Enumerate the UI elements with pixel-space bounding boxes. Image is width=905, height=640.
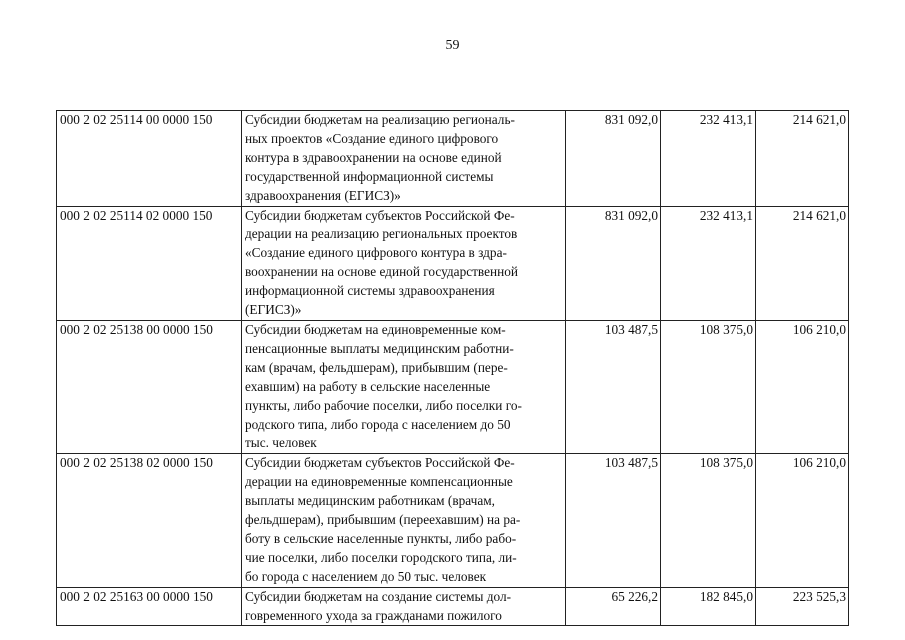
name-line: фельдшерам), прибывшим (переехавшим) на ра- [245,512,521,528]
name-line: бо города с населением до 50 тыс. человек [245,568,487,584]
amount-cell: 214 621,0 [756,206,849,320]
budget-code: 000 2 02 25114 00 0000 150 [57,111,242,207]
table-row [57,111,849,207]
budget-item-name [242,454,566,587]
amount-cell: 108 375,0 [661,320,756,453]
name-line: Субсидии бюджетам на создание системы дол- [245,588,512,604]
amount-cell: 182 845,0 [661,587,756,626]
amount-cell: 108 375,0 [661,454,756,587]
name-line: дерации на единовременные компенсационные [245,474,513,490]
name-line: воохранении на основе единой государственной [245,264,519,280]
budget-code: 000 2 02 25163 00 0000 150 [57,587,242,626]
amount-cell: 214 621,0 [756,111,849,207]
name-line: ных проектов «Создание единого цифрового [245,130,499,146]
budget-item-name [242,587,566,626]
budget-code: 000 2 02 25138 02 0000 150 [57,454,242,587]
name-line: тыс. человек [245,435,317,451]
budget-code: 000 2 02 25138 00 0000 150 [57,320,242,453]
table-row [57,454,849,587]
page-number: 59 [445,38,460,53]
name-line: ехавшим) на работу в сельские населенные [245,378,491,394]
name-line: дерации на реализацию региональных проектов [245,226,518,242]
table-row [57,206,849,320]
name-line: здравоохранения (ЕГИСЗ)» [245,187,401,203]
name-line: выплаты медицинским работникам (врачам, [245,493,495,509]
budget-item-name [242,320,566,453]
budget-item-name [242,111,566,207]
name-line: «Создание единого цифрового контура в здра- [245,245,507,261]
name-line: говременного ухода за гражданами пожилого [245,607,502,623]
name-line: Субсидии бюджетам субъектов Российской Фе- [245,455,515,471]
budget-item-name [242,206,566,320]
amount-cell: 232 413,1 [661,111,756,207]
name-line: пенсационные выплаты медицинским работни- [245,340,514,356]
amount-cell: 65 226,2 [566,587,661,626]
name-line: государственной информационной системы [245,168,494,184]
amount-cell: 831 092,0 [566,206,661,320]
name-line: пункты, либо рабочие поселки, либо поселки го- [245,397,522,413]
name-line: Субсидии бюджетам на единовременные ком- [245,321,506,337]
amount-cell: 103 487,5 [566,320,661,453]
table-row [57,320,849,453]
budget-code: 000 2 02 25114 02 0000 150 [57,206,242,320]
amount-cell: 223 525,3 [756,587,849,626]
name-line: информационной системы здравоохранения [245,283,495,299]
table-row [57,587,849,626]
amount-cell: 106 210,0 [756,320,849,453]
name-line: родского типа, либо города с населением до 50 [245,416,511,432]
name-line: боту в сельские населенные пункты, либо рабо- [245,530,517,546]
name-line: Субсидии бюджетам субъектов Российской Фе- [245,207,515,223]
name-line: кам (врачам, фельдшерам), прибывшим (пере- [245,359,508,375]
name-line: Субсидии бюджетам на реализацию региональ- [245,112,515,127]
name-line: чие поселки, либо поселки городского типа, ли- [245,549,517,565]
budget-table [56,110,849,626]
amount-cell: 106 210,0 [756,454,849,587]
amount-cell: 831 092,0 [566,111,661,207]
name-line: контура в здравоохранении на основе единой [245,149,502,165]
amount-cell: 103 487,5 [566,454,661,587]
amount-cell: 232 413,1 [661,206,756,320]
name-line: (ЕГИСЗ)» [245,302,302,318]
